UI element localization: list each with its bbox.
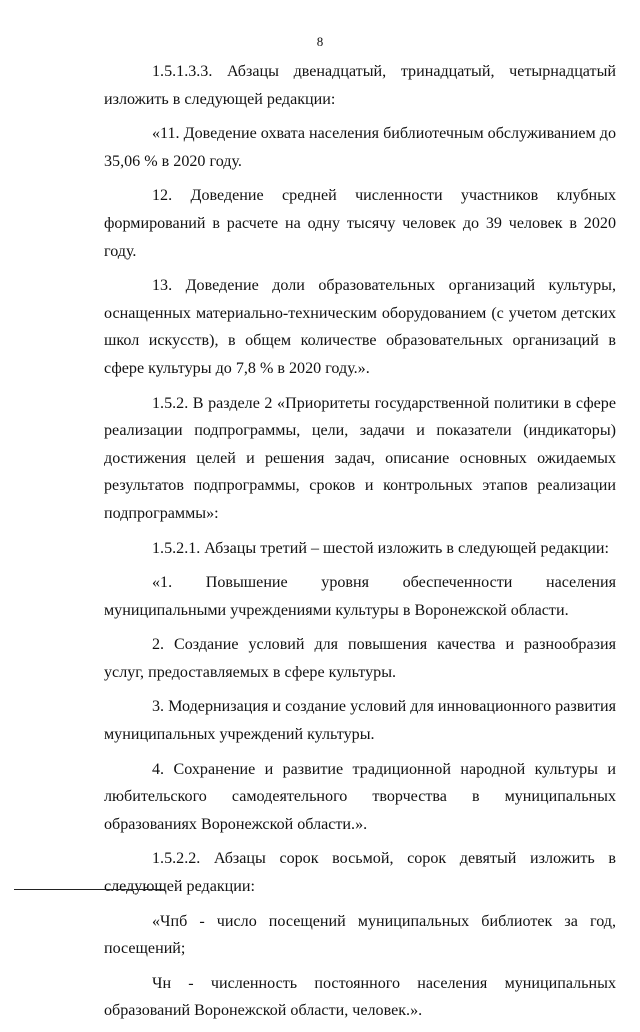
paragraph: Чн - численность постоянного населения муниципальных образований Воронежской области, человек.». [104,974,616,1020]
paragraph: «11. Доведение охвата населения библиотечным обслуживанием до 35,06 % в 2020 году. [104,125,616,170]
document-body [104,58,616,1032]
paragraph: 3. Модернизация и создание условий для инновационного развития муниципальных учреждений культуры. [104,698,616,744]
paragraph: 4. Сохранение и развитие традиционной народной культуры и любительского самодеятельного творчества в муниципальных образованиях Воронежской области.». [104,760,616,833]
paragraph: 1.5.2.2. Абзацы сорок восьмой, сорок девятый изложить в следующей редакции: [104,850,616,896]
paragraph: 1.5.1.3.3. Абзацы двенадцатый, тринадцатый, четырнадцатый изложить в следующей редакции: [104,63,616,108]
paragraph: 1.5.2. В разделе 2 «Приоритеты государственной политики в сфере реализации подпрограммы, цели, задачи и показатели (индикаторы) достижения целей и решения задач, описание основных ожидаемых результатов подпрограммы, сроков и контрольных этапов реализации подпрограммы»: [104,394,616,522]
paragraph: 2. Создание условий для повышения качества и разнообразия услуг, предоставляемых в сфере культуры. [104,636,616,681]
paragraph: 13. Доведение доли образовательных организаций культуры, оснащенных материально-техническим оборудованием (с учетом детских школ искусств), в общем количестве образовательных организаций в сфере культуры до 7,8 % в 2020 году.». [104,277,616,377]
paragraph: «1. Повышение уровня обеспеченности населения муниципальными учреждениями культуры в Воронежской области. [104,574,616,619]
paragraph: 1.5.2.1. Абзацы третий – шестой изложить в следующей редакции: [152,539,609,557]
paragraph: «Чпб - число посещений муниципальных библиотек за год, посещений; [104,912,616,958]
footer-rule [14,889,164,890]
page-number: 8 [316,34,324,49]
paragraph: 12. Доведение средней численности участников клубных формирований в расчете на одну тысячу человек до 39 человек в 2020 году. [104,187,616,260]
